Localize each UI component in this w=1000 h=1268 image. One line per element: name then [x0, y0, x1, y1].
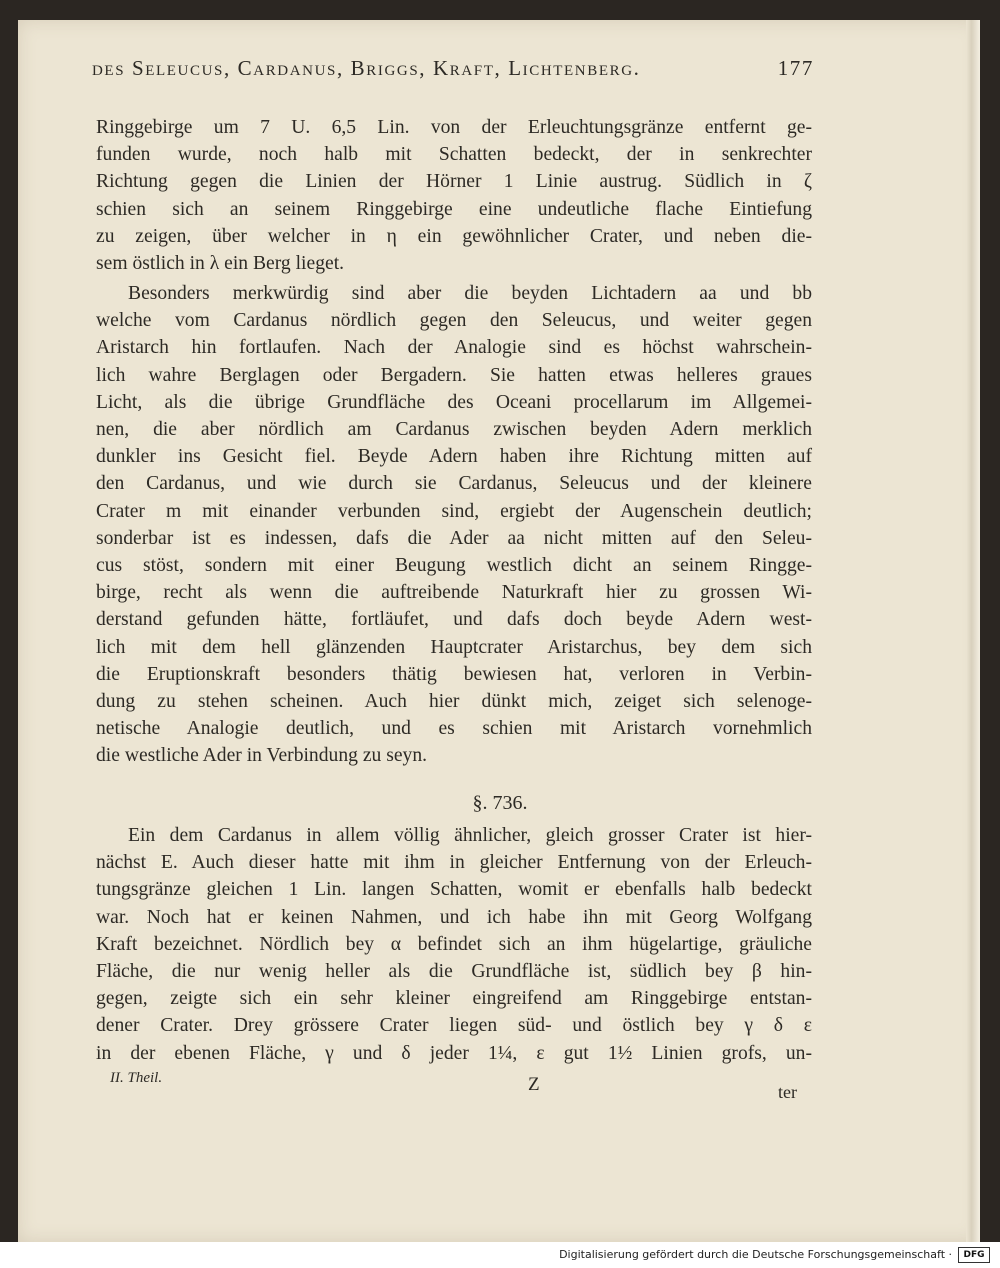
paragraph-1 — [96, 114, 812, 277]
text-line: gegen, zeigte sich ein sehr kleiner eingreifend am Ringgebirge entstan- — [96, 988, 812, 1010]
text-line: lich mit dem hell glänzenden Hauptcrater Aristarchus, bey dem sich — [96, 636, 812, 658]
text-line: nächst E. Auch dieser hatte mit ihm in gleicher Entfernung von der Erleuch- — [96, 852, 812, 874]
section-heading: §. 736. — [472, 792, 528, 814]
text-line: dener Crater. Drey grössere Crater liegen süd- und östlich bey γ δ ε — [96, 1015, 812, 1037]
page-number: 177 — [777, 56, 814, 80]
credit-text: Digitalisierung gefördert durch die Deutsche Forschungsgemeinschaft · — [559, 1248, 952, 1261]
credit-bar — [0, 1242, 1000, 1268]
text-line: Kraft bezeichnet. Nördlich bey α befindet sich an ihm hügelartige, gräuliche — [96, 933, 812, 955]
text-line: war. Noch hat er keinen Nahmen, und ich habe ihn mit Georg Wolfgang — [96, 906, 812, 928]
text-line: cus stöst, sondern mit einer Beugung westlich dicht an seinem Ringge- — [96, 555, 812, 577]
text-line: Licht, als die übrige Grundfläche des Oceani procellarum im Allgemei- — [96, 391, 812, 413]
text-line: den Cardanus, und wie durch sie Cardanus, Seleucus und der kleinere — [96, 473, 812, 495]
text-line: Fläche, die nur wenig heller als die Grundfläche ist, südlich bey β hin- — [96, 961, 812, 983]
text-line: die Eruptionskraft besonders thätig bewiesen hat, verloren in Verbin- — [96, 663, 812, 685]
text-line: nen, die aber nördlich am Cardanus zwischen beyden Adern merklich — [96, 419, 812, 441]
text-line: funden wurde, noch halb mit Schatten bedeckt, der in senkrechter — [96, 144, 812, 166]
text-line: Aristarch hin fortlaufen. Nach der Analogie sind es höchst wahrschein- — [96, 337, 812, 359]
paragraph-2 — [96, 280, 812, 770]
text-line: Ein dem Cardanus in allem völlig ähnlicher, gleich grosser Crater ist hier- — [128, 825, 812, 846]
text-line: netische Analogie deutlich, und es schien mit Aristarch vornehmlich — [96, 718, 812, 740]
paragraph-3 — [96, 822, 812, 1067]
text-line: Richtung gegen die Linien der Hörner 1 Linie austrug. Südlich in ζ — [96, 171, 812, 193]
text-line: welche vom Cardanus nördlich gegen den Seleucus, und weiter gegen — [96, 310, 812, 332]
text-line: sonderbar ist es indessen, dafs die Ader aa nicht mitten auf den Seleu- — [96, 527, 812, 549]
signature-note: II. Theil. — [110, 1070, 163, 1086]
running-header — [92, 56, 814, 81]
text-line: derstand gefunden hätte, fortläufet, und dafs doch beyde Adern west- — [96, 609, 812, 631]
text-line: tungsgränze gleichen 1 Lin. langen Schatten, womit er ebenfalls halb bedeckt — [96, 879, 812, 901]
text-line: sem östlich in λ ein Berg lieget. — [96, 253, 345, 275]
text-line: dunkler ins Gesicht fiel. Beyde Adern haben ihre Richtung mitten auf — [96, 446, 812, 468]
text-line: die westliche Ader in Verbindung zu seyn. — [96, 745, 428, 767]
text-line: schien sich an seinem Ringgebirge eine undeutliche flache Eintiefung — [96, 198, 812, 220]
text-line: dung zu stehen scheinen. Auch hier dünkt mich, zeiget sich selenoge- — [96, 691, 812, 713]
text-line: Ringgebirge um 7 U. 6,5 Lin. von der Erleuchtungsgränze entfernt ge- — [96, 117, 812, 138]
dfg-logo: DFG — [958, 1247, 990, 1263]
running-title: des Seleucus, Cardanus, Briggs, Kraft, Lichtenberg. — [92, 56, 641, 80]
text-line: birge, recht als wenn die auftreibende Naturkraft hier zu grossen Wi- — [96, 582, 812, 604]
text-line: zu zeigen, über welcher in η ein gewöhnlicher Crater, und neben die- — [96, 225, 812, 247]
text-line: in der ebenen Fläche, γ und δ jeder 1¼, ε gut 1½ Linien grofs, un- — [96, 1042, 812, 1064]
text-line: Crater m mit einander verbunden sind, ergiebt der Augenschein deutlich; — [96, 500, 812, 522]
text-line: Besonders merkwürdig sind aber die beyden Lichtadern aa und bb — [128, 283, 812, 304]
text-line: lich wahre Berglagen oder Bergadern. Sie hatten etwas helleres graues — [96, 364, 812, 386]
catchword: ter — [778, 1082, 797, 1102]
signature-mark: Z — [528, 1074, 540, 1095]
page-fold-shadow — [966, 20, 980, 1242]
